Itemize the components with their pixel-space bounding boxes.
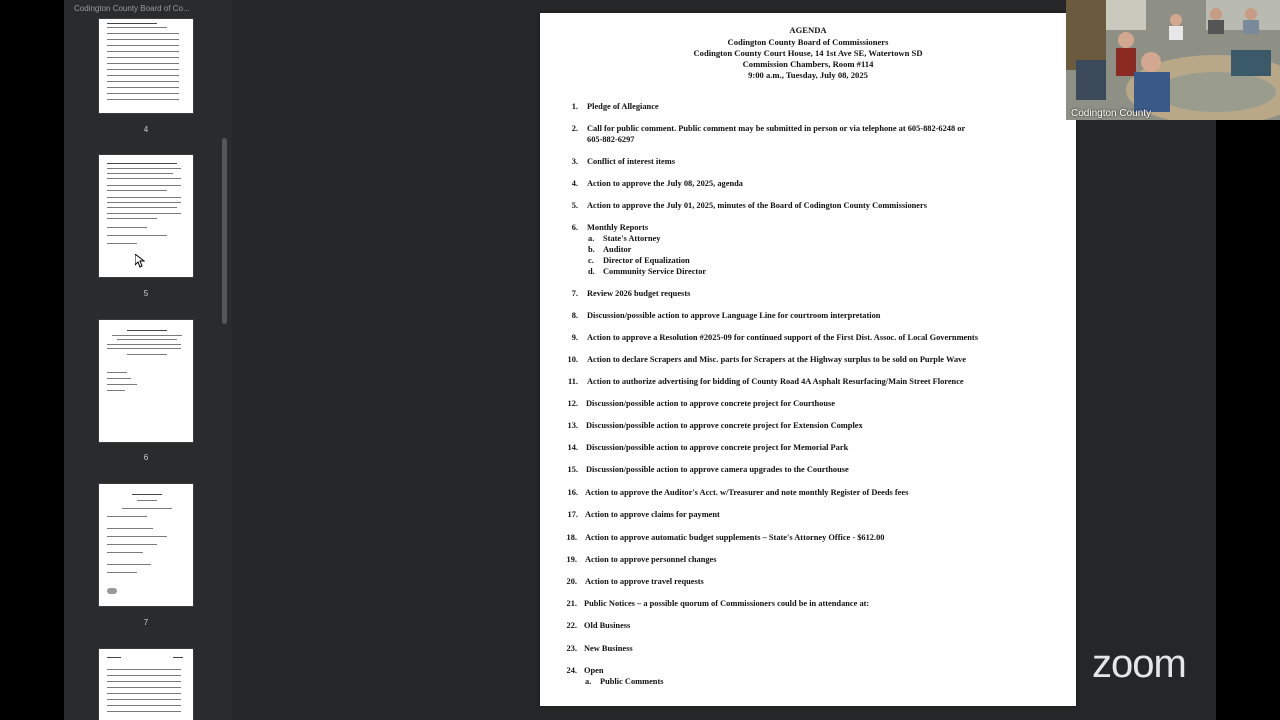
agenda-item-text: Action to approve travel requests [585, 577, 704, 586]
agenda-item-text: Action to authorize advertising for bidding of County Road 4A Asphalt Resurfacing/Main Street Florence [587, 377, 964, 386]
agenda-subitem-text: Community Service Director [603, 267, 707, 276]
zoom-logo: zoom [1092, 642, 1186, 686]
agenda-header-line: Commission Chambers, Room #114 [742, 59, 874, 69]
agenda-item-number: 8. [571, 311, 578, 320]
agenda-subitem-letter: c. [588, 256, 594, 265]
agenda-item-number: 1. [571, 102, 578, 111]
agenda-subitem-letter: d. [588, 267, 595, 276]
agenda-item-text: Action to approve claims for payment [585, 510, 720, 519]
agenda-item-number: 14. [567, 443, 578, 452]
agenda-item-text: Discussion/possible action to approve concrete project for Courthouse [586, 399, 835, 408]
agenda-header-line: 9:00 a.m., Tuesday, July 08, 2025 [748, 70, 868, 80]
thumbnail-page-number: 6 [143, 453, 149, 462]
thumbnail-page-number: 7 [143, 618, 149, 627]
agenda-item-number: 22. [566, 621, 577, 630]
agenda-item-number: 10. [567, 355, 578, 364]
agenda-item-number: 20. [566, 577, 577, 586]
agenda-item-number: 18. [566, 533, 577, 542]
participant-name: Codington County [1071, 108, 1152, 119]
agenda-item-text: Action to approve automatic budget supplements – State's Attorney Office - $612.00 [585, 533, 885, 542]
agenda-item-text: Review 2026 budget requests [587, 289, 691, 298]
thumbnail-panel[interactable] [64, 0, 232, 720]
participant-video-tile[interactable] [1066, 0, 1280, 120]
agenda-subitem-text: Director of Equalization [603, 256, 690, 265]
agenda-subitem-text: Public Comments [600, 677, 664, 686]
thumbnail-page-5[interactable] [98, 154, 194, 278]
agenda-item-text: Action to approve a Resolution #2025-09 for continued support of the First Dist. Assoc. of Local Governments [587, 333, 978, 342]
agenda-item-number: 2. [571, 124, 578, 133]
agenda-item-text: Open [584, 666, 604, 675]
agenda-header-line: Codington County Court House, 14 1st Ave SE, Watertown SD [693, 48, 923, 58]
agenda-header-line: Codington County Board of Commissioners [727, 37, 889, 47]
agenda-page [540, 13, 1076, 706]
agenda-item-number: 6. [571, 223, 578, 232]
agenda-item-number: 15. [567, 465, 578, 474]
agenda-item-text: Old Business [584, 621, 631, 630]
thumbnail-scrollbar[interactable] [222, 138, 227, 324]
agenda-item-text: Action to approve the July 01, 2025, minutes of the Board of Codington County Commissioners [587, 201, 927, 210]
agenda-subitem-letter: a. [585, 677, 592, 686]
agenda-item-text: Conflict of interest items [587, 157, 675, 166]
agenda-subitem-text: State's Attorney [603, 234, 661, 243]
agenda-item-number: 19. [566, 555, 577, 564]
agenda-item-number: 5. [571, 201, 578, 210]
screen-share-window [64, 0, 1216, 720]
agenda-title: AGENDA [789, 25, 827, 35]
agenda-item-number: 3. [571, 157, 578, 166]
thumbnail-page-8[interactable] [98, 648, 194, 720]
document-title: Codington County Board of Co... [74, 4, 190, 13]
agenda-item-text: Pledge of Allegiance [587, 102, 659, 111]
agenda-item-number: 7. [571, 289, 578, 298]
thumbnail-page-number: 5 [143, 289, 149, 298]
agenda-item-text: Action to approve the July 08, 2025, agenda [587, 179, 743, 188]
thumbnail-page-4[interactable] [98, 18, 194, 114]
agenda-item-text: Discussion/possible action to approve concrete project for Extension Complex [586, 421, 863, 430]
agenda-item-text: Action to declare Scrapers and Misc. parts for Scrapers at the Highway surplus to be sold on Purple Wave [587, 355, 966, 364]
agenda-item-number: 12. [567, 399, 578, 408]
agenda-item-number: 23. [566, 644, 577, 653]
agenda-item-text: Discussion/possible action to approve concrete project for Memorial Park [586, 443, 849, 452]
agenda-item-number: 9. [571, 333, 578, 342]
agenda-item-text: Monthly Reports [587, 223, 649, 232]
meeting-room-video [1066, 0, 1280, 120]
agenda-item-number: 13. [567, 421, 578, 430]
agenda-item-number: 11. [567, 377, 578, 386]
thumbnail-page-number: 4 [143, 125, 149, 134]
agenda-item-text: New Business [584, 644, 633, 653]
agenda-item-text: Action to approve personnel changes [585, 555, 717, 564]
agenda-item-number: 16. [567, 488, 578, 497]
agenda-item-number: 4. [571, 179, 578, 188]
agenda-item-text: Discussion/possible action to approve Language Line for courtroom interpretation [587, 311, 881, 320]
agenda-item-number: 17. [567, 510, 578, 519]
agenda-subitem-letter: a. [588, 234, 595, 243]
agenda-item-text: Discussion/possible action to approve camera upgrades to the Courthouse [586, 465, 849, 474]
agenda-item-text: Public Notices – a possible quorum of Commissioners could be in attendance at: [584, 599, 870, 608]
thumbnail-page-7[interactable] [98, 483, 194, 607]
agenda-subitem-letter: b. [588, 245, 595, 254]
agenda-subitem-text: Auditor [603, 245, 632, 254]
agenda-item-text-continued: 605-882-6297 [587, 135, 635, 144]
thumbnail-page-6[interactable] [98, 319, 194, 443]
mouse-cursor-icon [135, 254, 145, 273]
agenda-item-text: Call for public comment. Public comment may be submitted in person or via telephone at 605-882-6248 or [587, 124, 966, 133]
agenda-item-number: 21. [566, 599, 577, 608]
agenda-item-number: 24. [566, 666, 577, 675]
agenda-item-text: Action to approve the Auditor's Acct. w/Treasurer and note monthly Register of Deeds fees [585, 488, 909, 497]
